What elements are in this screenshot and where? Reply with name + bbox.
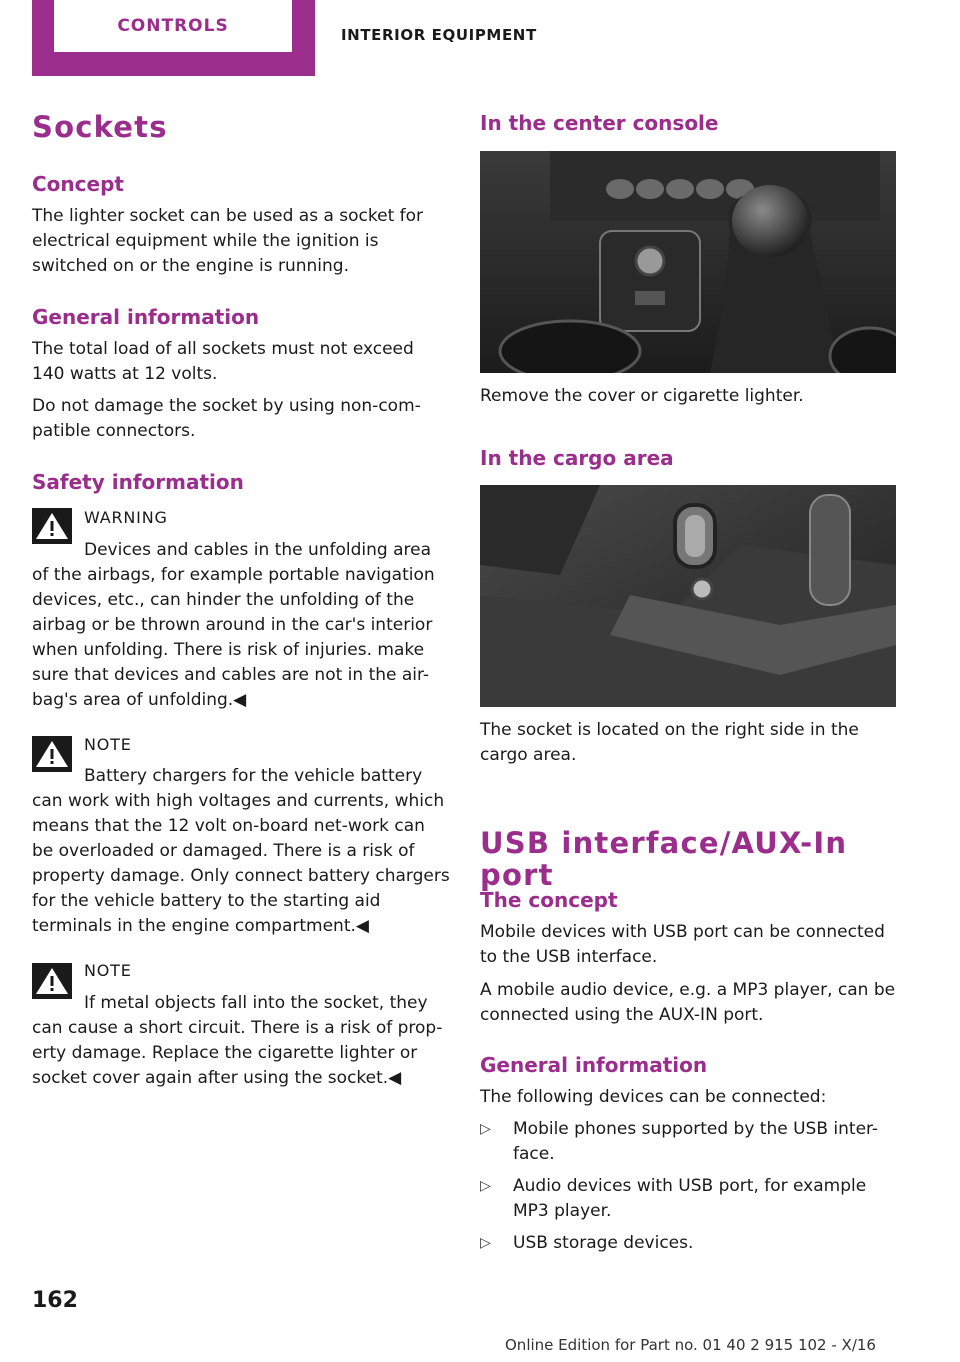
center-console-photo bbox=[480, 151, 896, 373]
text-usb-concept-1: Mobile devices with USB port can be connected to the USB interface. bbox=[480, 922, 885, 967]
cargo-area-photo bbox=[480, 485, 896, 707]
heading-safety-information: Safety information bbox=[32, 470, 244, 494]
list-item-text: Mobile phones supported by the USB inter-face. bbox=[513, 1119, 879, 1164]
list-item-text: Audio devices with USB port, for example MP3 player. bbox=[513, 1176, 867, 1221]
text-general-1: The total load of all sockets must not exceed 140 watts at 12 volts. bbox=[32, 339, 414, 384]
text-concept: The lighter socket can be used as a socket for electrical equipment while the ignition is switched on or the engine is running. bbox=[32, 206, 424, 276]
bullet-icon: ▷ bbox=[480, 1235, 491, 1251]
list-item-text: USB storage devices. bbox=[513, 1233, 694, 1253]
text-general-2: Do not damage the socket by using non-com-patible connectors. bbox=[32, 396, 421, 441]
heading-concept: Concept bbox=[32, 172, 124, 196]
heading-usb-general-information: General information bbox=[480, 1053, 708, 1077]
warning-title: WARNING bbox=[84, 508, 168, 527]
heading-cargo-area: In the cargo area bbox=[480, 446, 674, 470]
note-text: If metal objects fall into the socket, they can cause a short circuit. There is a risk of prop-erty damage. Replace the cigarette lighter or socket cover again after using the socket.◀ bbox=[32, 993, 443, 1088]
warning-text: Devices and cables in the unfolding area of the airbags, for example portable navigation devices, etc., can hinder the unfolding of the airbag or be thrown around in the car's interior when unfolding. There is risk of injuries. make sure that devices and cables are not in the air-bag's area of unfolding.◀ bbox=[32, 540, 435, 710]
note-text: Battery chargers for the vehicle battery can work with high voltages and currents, which means that the 12 volt on-board net-work can be overloaded or damaged. There is a risk of property damage. Only connect battery chargers for the vehicle battery to the starting aid terminals in the engine compartment.◀ bbox=[32, 766, 450, 936]
footer-edition-text: Online Edition for Part no. 01 40 2 915 102 - X/16 bbox=[505, 1336, 876, 1354]
page-number: 162 bbox=[32, 1288, 78, 1313]
center-console-caption: Remove the cover or cigarette lighter. bbox=[480, 386, 804, 406]
text-usb-general: The following devices can be connected: bbox=[480, 1087, 827, 1107]
cargo-area-caption: The socket is located on the right side in the cargo area. bbox=[480, 720, 859, 765]
section-title-usb-interface: USB interface/AUX-In port bbox=[480, 826, 848, 892]
bullet-icon: ▷ bbox=[480, 1178, 491, 1194]
heading-general-information: General information bbox=[32, 305, 260, 329]
bullet-icon: ▷ bbox=[480, 1121, 491, 1137]
note-title: NOTE bbox=[84, 961, 132, 980]
header-tab-label: CONTROLS bbox=[54, 0, 292, 52]
note-title: NOTE bbox=[84, 735, 132, 754]
header-tab bbox=[32, 0, 315, 76]
header-section-label: INTERIOR EQUIPMENT bbox=[341, 26, 537, 44]
text-usb-concept-2: A mobile audio device, e.g. a MP3 player, can be connected using the AUX-IN port. bbox=[480, 980, 896, 1025]
heading-center-console: In the center console bbox=[480, 111, 719, 135]
section-title-sockets: Sockets bbox=[32, 110, 168, 144]
heading-the-concept: The concept bbox=[480, 888, 618, 912]
